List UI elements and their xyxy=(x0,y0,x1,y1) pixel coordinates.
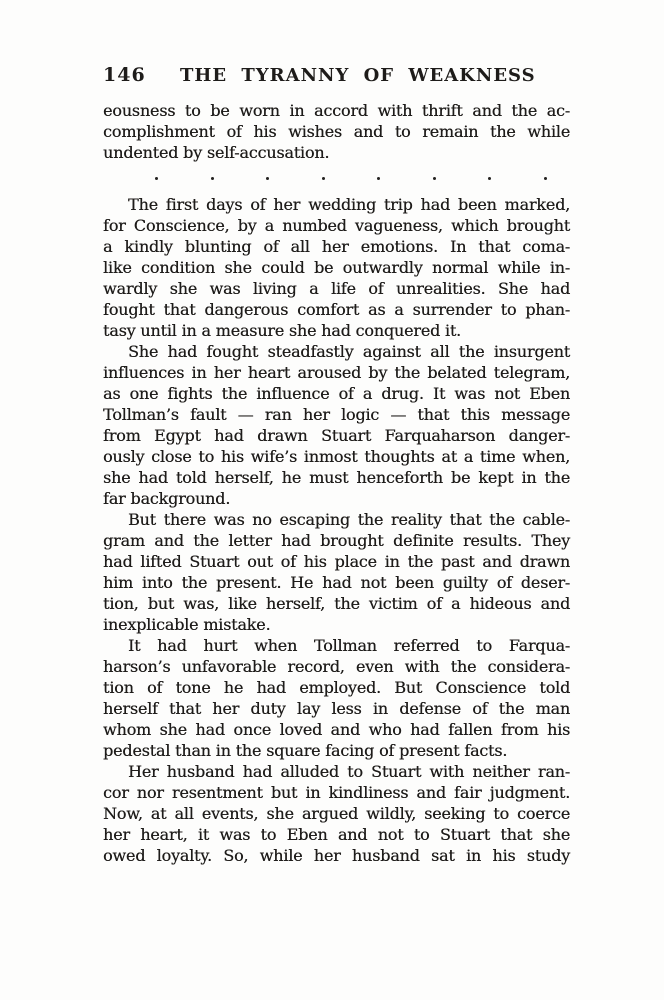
text-line: she had told herself, he must henceforth be kept in the xyxy=(103,468,570,487)
text-line: harson’s unfavorable record, even with the considera- xyxy=(103,657,570,676)
separator-dot xyxy=(266,177,269,180)
text-line: pedestal than in the square facing of present facts. xyxy=(103,741,508,760)
running-title: THE TYRANNY OF WEAKNESS xyxy=(180,65,536,86)
paragraph xyxy=(103,761,570,866)
text-line: influences in her heart aroused by the belated telegram, xyxy=(103,363,570,382)
separator-dot xyxy=(322,177,325,180)
text-line: tasy until in a measure she had conquered it. xyxy=(103,321,461,340)
section-separator-dots xyxy=(155,177,547,180)
paragraph xyxy=(103,509,570,635)
separator-dot xyxy=(155,177,158,180)
text-line: a kindly blunting of all her emotions. In that coma- xyxy=(103,237,570,256)
text-line: far background. xyxy=(103,489,231,508)
text-line: Now, at all events, she argued wildly, seeking to coerce xyxy=(103,804,570,823)
text-line: gram and the letter had brought definite results. They xyxy=(103,531,570,550)
separator-dot xyxy=(211,177,214,180)
text-line: owed loyalty. So, while her husband sat in his study xyxy=(103,846,570,865)
section-separator xyxy=(103,163,570,194)
text-line: from Egypt had drawn Stuart Farquaharson danger- xyxy=(103,426,570,445)
text-line: The first days of her wedding trip had been marked, xyxy=(128,195,570,214)
text-line: Her husband had alluded to Stuart with neither ran- xyxy=(128,762,570,781)
text-line: ously close to his wife’s inmost thoughts at a time when, xyxy=(103,447,570,466)
separator-dot xyxy=(377,177,380,180)
text-line: him into the present. He had not been guilty of deser- xyxy=(103,573,570,592)
separator-dot xyxy=(544,177,547,180)
text-line: cor nor resentment but in kindliness and fair judgment. xyxy=(103,783,570,802)
text-line: tion of tone he had employed. But Conscience told xyxy=(103,678,570,697)
running-title-wrap xyxy=(146,65,570,86)
text-line: fought that dangerous comfort as a surrender to phan- xyxy=(103,300,570,319)
paragraph xyxy=(103,194,570,341)
separator-dot xyxy=(433,177,436,180)
text-block xyxy=(103,64,570,866)
page-number: 146 xyxy=(103,64,146,86)
text-line: But there was no escaping the reality that the cable- xyxy=(128,510,570,529)
text-line: complishment of his wishes and to remain the while xyxy=(103,122,570,141)
text-line: whom she had once loved and who had fallen from his xyxy=(103,720,570,739)
paragraph xyxy=(103,341,570,509)
text-line: tion, but was, like herself, the victim of a hideous and xyxy=(103,594,570,613)
text-line: eousness to be worn in accord with thrift and the ac- xyxy=(103,101,570,120)
text-line: Tollman’s fault — ran her logic — that this message xyxy=(103,405,570,424)
text-line: had lifted Stuart out of his place in the past and drawn xyxy=(103,552,570,571)
text-line: inexplicable mistake. xyxy=(103,615,271,634)
paragraph xyxy=(103,635,570,761)
paragraph xyxy=(103,100,570,163)
text-line: for Conscience, by a numbed vagueness, which brought xyxy=(103,216,570,235)
text-line: as one fights the influence of a drug. It was not Eben xyxy=(103,384,570,403)
text-line: like condition she could be outwardly normal while in- xyxy=(103,258,570,277)
page-header xyxy=(103,64,570,86)
separator-dot xyxy=(488,177,491,180)
text-line: undented by self-accusation. xyxy=(103,143,330,162)
text-line: It had hurt when Tollman referred to Farqua- xyxy=(128,636,570,655)
text-line: herself that her duty lay less in defense of the man xyxy=(103,699,570,718)
text-line: She had fought steadfastly against all the insurgent xyxy=(128,342,570,361)
text-line: her heart, it was to Eben and not to Stuart that she xyxy=(103,825,570,844)
text-line: wardly she was living a life of unrealities. She had xyxy=(103,279,570,298)
